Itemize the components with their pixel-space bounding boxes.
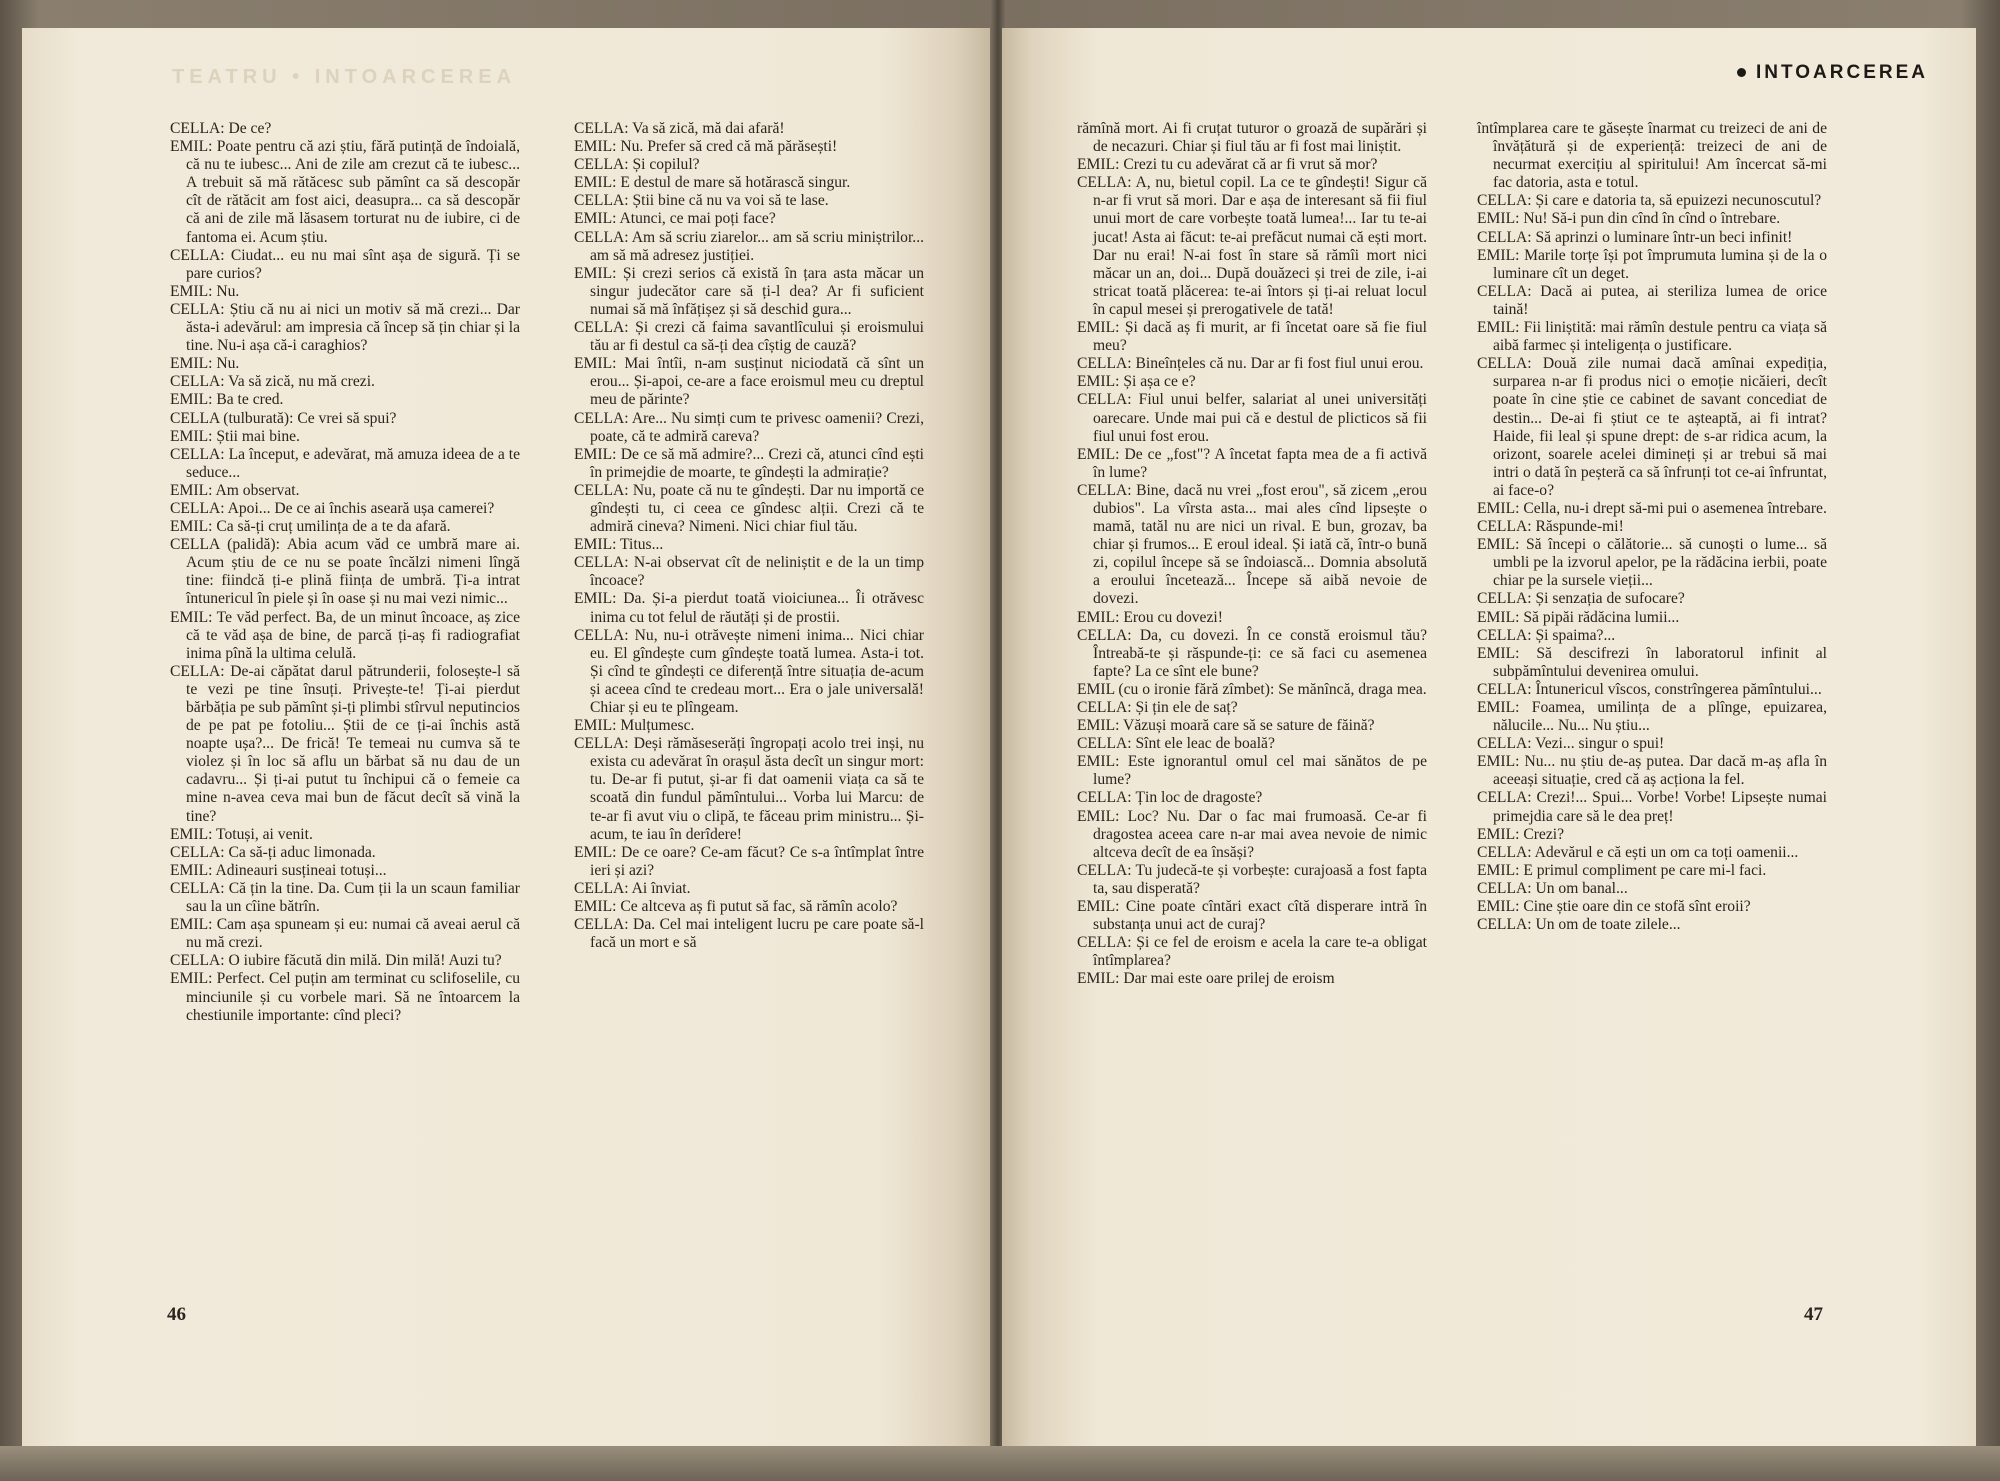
dialogue-line: rămînă mort. Ai fi cruțat tuturor o groază de supărări și de necazuri. Chiar și fiul tău ar fi fost mai liniștit. [1077,120,1427,156]
dialogue-line: CELLA: Sînt ele leac de boală? [1077,735,1275,753]
dialogue-line: EMIL: Loc? Nu. Dar o fac mai frumoasă. Ce-ar fi dragostea aceea care n-ar mai avea nevoie de nimic altceva decît de ea însăși? [1077,807,1427,861]
dialogue-line: CELLA: Are... Nu simți cum te privesc oamenii? Crezi, poate, că te admiră careva? [574,409,924,445]
left-page [22,28,994,1446]
dialogue-line: CELLA: Și țin ele de saț? [1077,699,1238,716]
page-number-left: 46 [167,1304,186,1325]
dialogue-line: CELLA: Bineînțeles că nu. Dar ar fi fost fiul unui erou. [1077,355,1424,373]
dialogue-line: EMIL (cu o ironie fără zîmbet): Se mănîncă, draga mea. [1077,680,1427,698]
dialogue-line: CELLA: Fiul unui belfer, salariat al unei universități oarecare. Unde mai pui că e destul de plicticos să fii fiul unui fost erou. [1077,391,1427,445]
dialogue-line: CELLA: Vezi... singur o spui! [1477,735,1665,753]
dialogue-line: EMIL: E primul compliment pe care mi-l faci. [1477,861,1767,879]
dialogue-line: CELLA: Întunericul vîscos, constrîngerea pămîntului... [1477,680,1822,698]
dialogue-line: CELLA: Un om banal... [1477,879,1628,897]
dialogue-line: EMIL: Și așa ce e? [1077,373,1196,391]
dialogue-line: EMIL: Și dacă aș fi murit, ar fi încetat oare să fie fiul meu? [1077,319,1427,355]
dialogue-line: CELLA: Și senzația de sufocare? [1477,590,1685,608]
dialogue-line: EMIL: Nu. [170,355,240,373]
text-column-left-2 [574,120,924,952]
dialogue-line: CELLA: Țin loc de dragoste? [1077,789,1263,807]
dialogue-line: EMIL: Știi mai bine. [170,427,300,445]
dialogue-line: întîmplarea care te găsește înarmat cu treizeci de ani de învățătură și de experiență: treizeci de ani de necurmat exercițiu al spiritului! Am încercat să-mi fac datoria, asta e totul. [1477,120,1827,192]
dialogue-line: EMIL: Cam așa spuneam și eu: numai că aveai aerul că nu mă crezi. [170,916,520,952]
dialogue-line: EMIL: Totuși, ai venit. [170,825,313,843]
dialogue-line: EMIL: Este ignorantul omul cel mai sănătos de pe lume? [1077,753,1427,789]
dialogue-line: CELLA: La început, e adevărat, mă amuza ideea de a te seduce... [170,445,520,481]
text-column-right-1 [1077,120,1427,989]
dialogue-line: CELLA: Va să zică, mă dai afară! [574,120,785,137]
dialogue-line: EMIL: Nu! Să-i pun din cînd în cînd o întrebare. [1477,210,1781,228]
dialogue-line: CELLA: Va să zică, nu mă crezi. [170,373,375,391]
dialogue-line: CELLA: Răspunde-mi! [1477,518,1624,536]
dialogue-line: EMIL: Foamea, umilința de a plînge, epuizarea, nălucile... Nu... Nu știu... [1477,699,1827,735]
dialogue-line: CELLA: Că țin la tine. Da. Cum ții la un scaun familiar sau la un cîine bătrîn. [170,879,520,916]
dialogue-line: EMIL: Crezi? [1477,825,1565,843]
dialogue-line: EMIL: Văzuși moară care să se sature de făină? [1077,717,1375,735]
dialogue-line: CELLA: Da, cu dovezi. În ce constă eroismul tău? Întreabă-te și răspunde-ți: ce să faci cu asemenea fapte? La ce sînt ele bune? [1077,626,1427,680]
dialogue-line: EMIL: Să descifrezi în laboratorul infinit al subpămîntului devenirea omului. [1477,644,1827,680]
dialogue-line: EMIL: De ce oare? Ce-am făcut? Ce s-a întîmplat între ieri și azi? [574,843,924,879]
dialogue-line: EMIL: Te văd perfect. Ba, de un minut încoace, aș zice că te văd așa de bine, de parcă ți-aș fi radiografiat inima pînă la ultima celulă. [170,608,520,662]
dialogue-line: CELLA: Și care e datoria ta, să epuizezi necunoscutul? [1477,192,1822,210]
dialogue-line: CELLA: Și crezi că faima savantlîcului și eroismului tău ar fi destul ca să-ți dea cîștig de cauză? [574,319,924,355]
dialogue-line: CELLA: Am să scriu ziarelor... am să scriu miniștrilor... am să mă adresez justiției. [574,228,924,264]
running-head-right [1737,62,1928,84]
dialogue-line: CELLA: Și ce fel de eroism e acela la care te-a obligat întîmplarea? [1077,934,1427,970]
dialogue-line: CELLA: Adevărul e că ești un om ca toți oamenii... [1477,843,1799,861]
dialogue-line: CELLA: Bine, dacă nu vrei „fost erou", să zicem „erou dubios". La vîrsta asta... mai ales cînd lipsește o mamă, tatăl nu are nici un rival. E bun, grozav, ba chiar și frumos... E eroul ideal. Și iată că, într-o bună zi, copilul începe să se îndoiască... Domnia absolută a eroului încetează... Începe să aibă nevoie de dovezi. [1077,481,1427,608]
running-head-right-text: INTOARCEREA [1756,62,1928,83]
book-bottom-edge [0,1446,2000,1481]
dialogue-line: CELLA: N-ai observat cît de neliniștit e de la un timp încoace? [574,554,924,590]
dialogue-line: EMIL: Ca să-ți cruț umilința de a te da afară. [170,518,451,536]
dialogue-line: CELLA: O iubire făcută din milă. Din milă! Auzi tu? [170,952,502,970]
dialogue-line: CELLA: Tu judecă-te și vorbește: curajoasă a fost fapta ta, sau disperată? [1077,861,1427,897]
dialogue-line: EMIL: Mai întîi, n-am susținut niciodată că sînt un erou... Și-apoi, ce-are a face eroismul meu cu dreptul meu de părinte? [574,355,924,409]
dialogue-line: CELLA: Știi bine că nu va voi să te lase. [574,192,829,210]
running-head-left: TEATRU • INTOARCEREA [172,66,517,88]
dialogue-line: EMIL: De ce „fost"? A încetat fapta mea de a fi activă în lume? [1077,445,1427,481]
dialogue-line: CELLA: Și copilul? [574,156,700,174]
dialogue-line: CELLA: Ciudat... eu nu mai sînt așa de sigură. Ți se pare curios? [170,246,520,282]
dialogue-line: CELLA: Dacă ai putea, ai steriliza lumea de orice taină! [1477,282,1827,318]
bullet-icon [1737,68,1746,77]
dialogue-line: CELLA: Deși rămăseserăți îngropați acolo trei inși, nu exista cu adevărat în orașul ăsta decît un singur mort: tu. De-ar fi putut, și-ar fi dat oamenii viața ca să te scoată din fundul pămîntului... Vorba lui Marcu: de te-ar fi avut viu o clipă, te făceau prim ministru... Și-acum, te iau în derîdere! [574,735,924,843]
dialogue-line: EMIL: Cine știe oare din ce stofă sînt eroii? [1477,898,1751,916]
dialogue-line: EMIL: Da. Și-a pierdut toată vioiciunea... Îi otrăvesc inima cu tot felul de răutăți și de prostii. [574,590,924,626]
dialogue-line: EMIL: Marile torțe își pot împrumuta lumina și de la o luminare cît un deget. [1477,246,1827,282]
dialogue-line: EMIL: Cine poate cîntări exact cîtă disperare intră în substanța unui act de curaj? [1077,898,1427,934]
dialogue-line: EMIL: Perfect. Cel puțin am terminat cu sclifoselile, cu minciunile și cu vorbele mari. Să ne întoarcem la chestiunile importante: cînd pleci? [170,970,520,1024]
dialogue-line: EMIL: Și crezi serios că există în țara asta măcar un singur judecător care să ți-l dea? Ar fi suficient numai să mă înfățișez și să deschid gura... [574,264,924,318]
dialogue-line: CELLA: Ca să-ți aduc limonada. [170,843,376,861]
dialogue-line: CELLA: Știu că nu ai nici un motiv să mă crezi... Dar ăsta-i adevărul: am impresia că încep să țin chiar și la tine. Nu-i așa că-i caraghios? [170,300,520,355]
dialogue-line: CELLA: Două zile numai dacă amînai expediția, surparea n-ar fi produs nici o emoție nicăieri, decît poate în cine știe ce cabinet de savant concediat de destin... De-ai fi știut ce te așteaptă, ai fi intrat? Haide, fii leal și spune drept: de s-ar ridica acum, la orizont, soarele acelei dimineți și ar trebui să mai intri o dată în peșteră ca să înfrunți tot ce-ai înfruntat, ai face-o? [1477,355,1827,499]
dialogue-line: CELLA: Un om de toate zilele... [1477,916,1681,934]
dialogue-line: EMIL: Nu. Prefer să cred că mă părăsești! [574,138,838,156]
dialogue-line: CELLA: Ai înviat. [574,879,691,897]
dialogue-line: CELLA: Nu, nu-i otrăvește nimeni inima... Nici chiar eu. El gîndește cum gîndește toată lumea. Asta-i tot. Și cînd te gîndești ce diferență între situația de-acum și aceea cînd te credeau mort... Era o jale universală! Chiar și eu te plîngeam. [574,626,924,716]
dialogue-line: CELLA: De ce? [170,120,272,137]
dialogue-line: EMIL: Fii liniștită: mai rămîn destule pentru ca viața să aibă farmec și inteligența o justificare. [1477,319,1827,355]
dialogue-line: CELLA: A, nu, bietul copil. La ce te gîndești! Sigur că n-ar fi vrut să mori. Dar e așa de interesant să fii fiul unui mort de care vorbește toată lumea!... Iar tu te-ai jucat! Asta ai făcut: te-ai prefăcut numai că ești mort. Dar nu erai! N-ai fost în stare să rămîi mort nici măcar un an, doi... După douăzeci și trei de zile, i-ai stricat toată plăcerea: te-ai întors și ți-ai reluat locul în capul mesei și prerogativele de tată! [1077,174,1427,318]
dialogue-line: EMIL: Atunci, ce mai poți face? [574,210,776,228]
dialogue-line: EMIL: Cella, nu-i drept să-mi pui o asemenea întrebare. [1477,499,1827,517]
right-page [1002,28,1976,1446]
dialogue-line: EMIL: E destul de mare să hotărască singur. [574,174,851,192]
dialogue-line: EMIL: Mulțumesc. [574,717,695,735]
page-number-right: 47 [1804,1304,1823,1325]
dialogue-line: EMIL: Crezi tu cu adevărat că ar fi vrut să mor? [1077,156,1378,174]
dialogue-line: CELLA (palidă): Abia acum văd ce umbră mare ai. Acum știu de ce nu se poate încălzi nimeni lîngă tine: fiindcă ți-e plină ființa de umbră. Ți-a intrat întunericul în piele și în oase și nu mai vezi nimic... [170,536,520,608]
dialogue-line: EMIL: De ce să mă admire?... Crezi că, atunci cînd ești în primejdie de moarte, te gîndești la admirație? [574,445,924,481]
dialogue-line: EMIL: Dar mai este oare prilej de eroism [1077,970,1335,988]
dialogue-line: EMIL: Ba te cred. [170,391,284,409]
dialogue-line: EMIL: Titus... [574,536,664,554]
dialogue-line: CELLA: Să aprinzi o luminare într-un beci infinit! [1477,228,1793,246]
text-column-left-1 [170,120,520,1025]
dialogue-line: EMIL: Nu... nu știu de-aș putea. Dar dacă m-aș afla în aceeași situație, cred că aș acționa la fel. [1477,753,1827,789]
dialogue-line: CELLA: Apoi... De ce ai închis aseară ușa camerei? [170,499,495,517]
dialogue-line: CELLA: Nu, poate că nu te gîndești. Dar nu importă ce gîndești tu, ci ceea ce gîndesc alții. Crezi că te admiră cineva? Nimeni. Nici chiar fiul tău. [574,481,924,536]
dialogue-line: CELLA (tulburată): Ce vrei să spui? [170,409,397,427]
dialogue-line: EMIL: Nu. [170,282,240,300]
dialogue-line: CELLA: Crezi!... Spui... Vorbe! Vorbe! Lipsește numai primejdia care să le dea preț! [1477,789,1827,825]
dialogue-line: EMIL: Să pipăi rădăcina lumii... [1477,608,1680,626]
dialogue-line: CELLA: De-ai căpătat darul pătrunderii, folosește-l să te vezi pe tine însuți. Privește-te! Ți-ai pierdut bărbăția pe sub pămînt și-ți plimbi stîrvul neputincios de pe pat pe fotoliu... Știi de ce ți-ai închis astă noapte ușa?... De frică! Te temeai nu cumva să te violez și în loc să aflu un bărbat să nu dau de un cadavru... Și ți-ai putut tu închipui că o femeie ca mine n-avea ceva mai bun de făcut decît să vină la tine? [170,662,520,825]
text-column-right-2 [1477,120,1827,934]
dialogue-line: CELLA: Și spaima?... [1477,626,1616,644]
dialogue-line: EMIL: Erou cu dovezi! [1077,608,1223,626]
dialogue-line: EMIL: Să începi o călătorie... să cunoști o lume... să umbli pe la izvorul apelor, pe la rădăcina ierbii, poate chiar pe la sursele vieții... [1477,536,1827,590]
dialogue-line: EMIL: Am observat. [170,481,300,499]
dialogue-line: CELLA: Da. Cel mai inteligent lucru pe care poate să-l facă un mort e să [574,916,924,952]
dialogue-line: EMIL: Adineauri susțineai totuși... [170,861,387,879]
dialogue-line: EMIL: Poate pentru că azi știu, fără putință de îndoială, că nu te iubesc... Ani de zile am crezut că te iubesc... A trebuit să mă rătăcesc sub pămînt ca să descopăr cît de rătăcit am fost aici, deasupra... ca să descopăr că ani de zile mă lăsasem torturat nu de iubire, ci de fantoma ei. Acum știu. [170,138,520,246]
dialogue-line: EMIL: Ce altceva aș fi putut să fac, să rămîn acolo? [574,898,898,916]
